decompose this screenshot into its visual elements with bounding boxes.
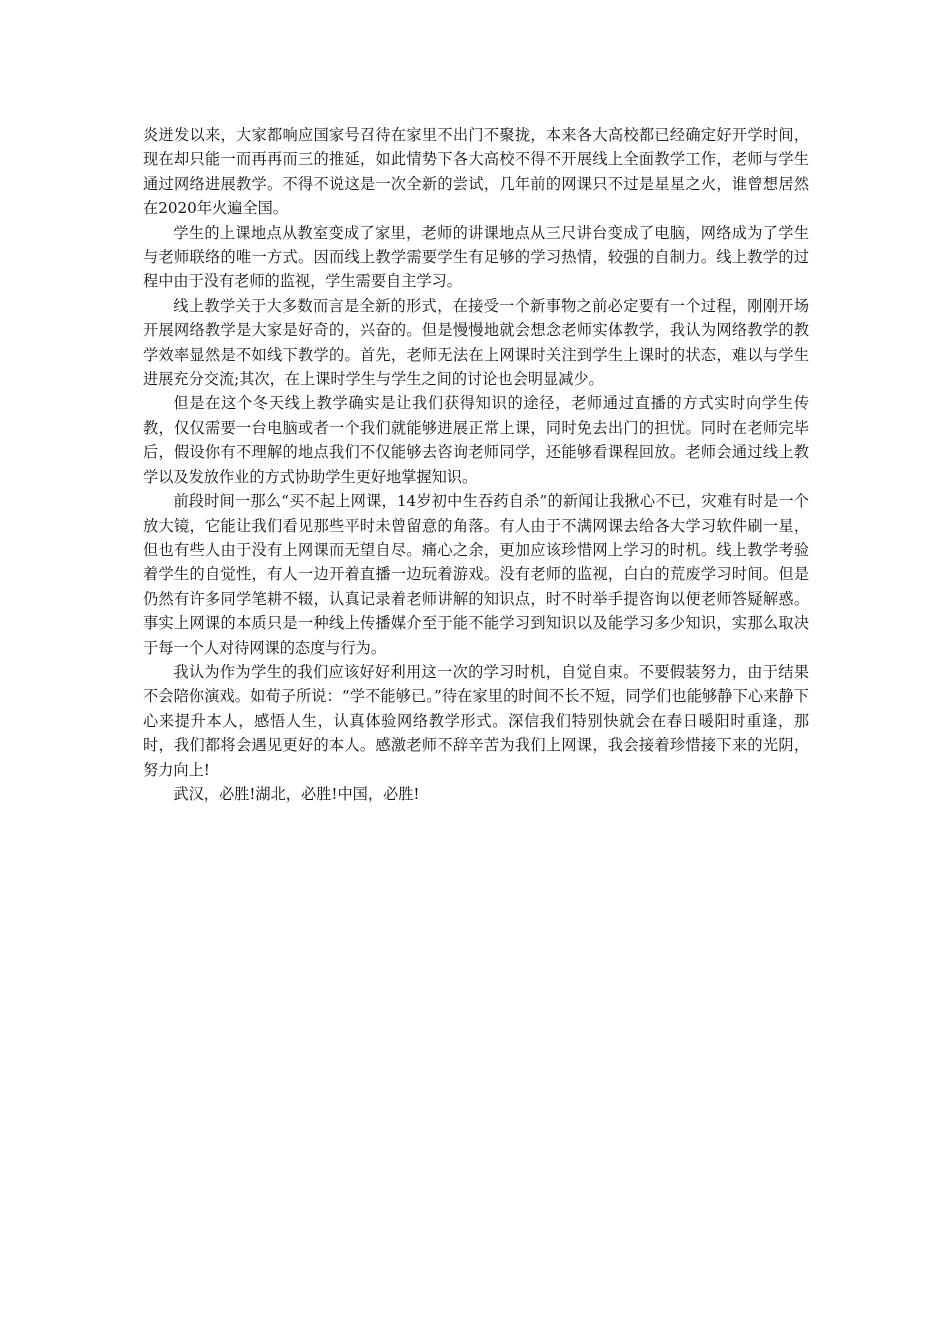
paragraph: 炎迸发以来，大家都响应国家号召待在家里不出门不聚拢，本来各大高校都已经确定好开学时间，现在却只能一而再再而三的推延，如此情势下各大高校不得不开展线上全面教学工作，老师与学生通过网络进展教学。不得不说这是一次全新的尝试，几年前的网课只不过是星星之火，谁曾想居然在2020年火遍全国。 bbox=[143, 126, 809, 218]
paragraph: 学生的上课地点从教室变成了家里，老师的讲课地点从三尺讲台变成了电脑，网络成为了学生与老师联络的唯一方式。因而线上教学需要学生有足够的学习热情，较强的自制力。线上教学的过程中由于没有老师的监视，学生需要自主学习。 bbox=[143, 223, 809, 291]
document-body bbox=[143, 123, 809, 806]
paragraph: 线上教学关于大多数而言是全新的形式，在接受一个新事物之前必定要有一个过程，刚刚开场开展网络教学是大家是好奇的，兴奋的。但是慢慢地就会想念老师实体教学，我认为网络教学的教学效率显然是不如线下教学的。首先，老师无法在上网课时关注到学生上课时的状态，难以与学生进展充分交流;其次，在上课时学生与学生之间的讨论也会明显减少。 bbox=[143, 296, 809, 389]
paragraph: 前段时间一那么“买不起上网课，14岁初中生吞药自杀”的新闻让我揪心不已，灾难有时是一个放大镜，它能让我们看见那些平时未曾留意的角落。有人由于不满网课去给各大学习软件刷一星，但也有些人由于没有上网课而无望自尽。痛心之余，更加应该珍惜网上学习的时机。线上教学考验着学生的自觉性，有人一边开着直播一边玩着游戏。没有老师的监视，白白的荒废学习时间。但是仍然有许多同学笔耕不辍，认真记录着老师讲解的知识点，时不时举手提咨询以便老师答疑解惑。事实上网课的本质只是一种线上传播媒介至于能不能学习到知识以及能学习多少知识，实那么取决于每一个人对待网课的态度与行为。 bbox=[143, 492, 809, 657]
paragraph: 但是在这个冬天线上教学确实是让我们获得知识的途径，老师通过直播的方式实时向学生传教，仅仅需要一台电脑或者一个我们就能够进展正常上课，同时免去出门的担忧。同时在老师完毕后，假设你有不理解的地点我们不仅能够去咨询老师同学，还能够看课程回放。老师会通过线上教学以及发放作业的方式协助学生更好地掌握知识。 bbox=[143, 394, 809, 486]
paragraph: 我认为作为学生的我们应该好好利用这一次的学习时机，自觉自束。不要假装努力，由于结果不会陪你演戏。如荀子所说：“学不能够已。”待在家里的时间不长不短，同学们也能够静下心来静下心来提升本人，感悟人生，认真体验网络教学形式。深信我们特别快就会在春日暖阳时重逢，那时，我们都将会遇见更好的本人。感激老师不辞辛苦为我们上网课，我会接着珍惜接下来的光阴，努力向上! bbox=[143, 662, 809, 779]
closing-line: 武汉，必胜!湖北，必胜!中国，必胜! bbox=[173, 784, 420, 803]
